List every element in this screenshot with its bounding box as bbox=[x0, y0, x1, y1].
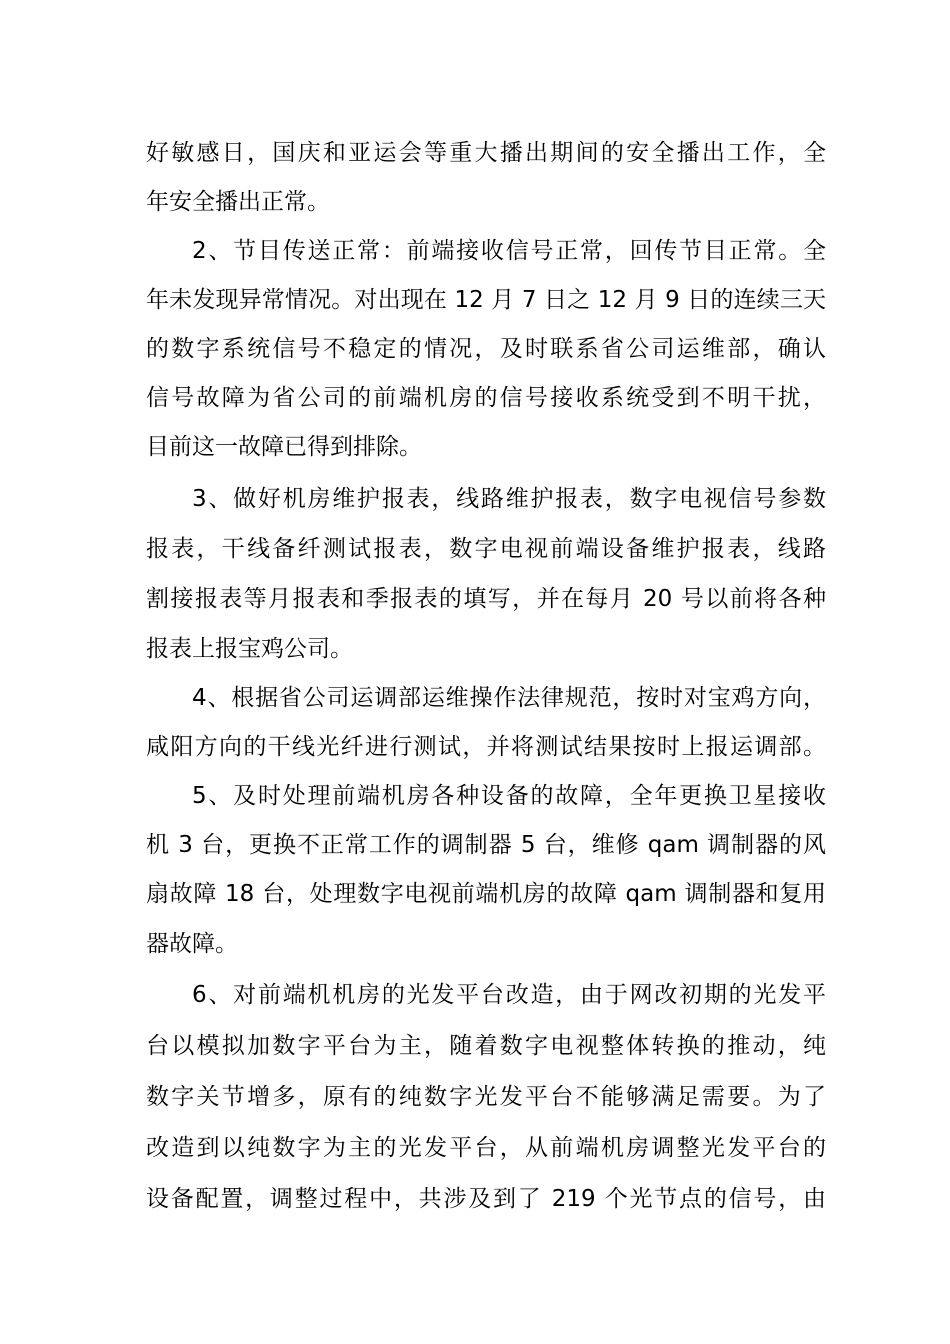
paragraph-4-first-line: 4、根据省公司运调部运维操作法律规范，按时对宝鸡方向， bbox=[192, 685, 826, 711]
text-line: 改造到以纯数字为主的光发平台，从前端机房调整光发平台的 bbox=[146, 1135, 826, 1161]
text-line: 信号故障为省公司的前端机房的信号接收系统受到不明干扰， bbox=[146, 385, 826, 411]
text-line: 报表，干线备纤测试报表，数字电视前端设备维护报表，线路 bbox=[146, 536, 826, 562]
text-line: 报表上报宝鸡公司。 bbox=[146, 636, 353, 662]
text-line: 器故障。 bbox=[146, 931, 238, 957]
text-line: 的数字系统信号不稳定的情况，及时联系省公司运维部，确认 bbox=[146, 336, 826, 362]
text-line: 机 3 台，更换不正常工作的调制器 5 台，维修 qam 调制器的风 bbox=[146, 832, 826, 858]
text-line: 目前这一故障已得到排除。 bbox=[146, 434, 422, 460]
paragraph-3-first-line: 3、做好机房维护报表，线路维护报表，数字电视信号参数 bbox=[192, 486, 826, 512]
text-line: 年未发现异常情况。对出现在 12 月 7 日之 12 月 9 日的连续三天 bbox=[146, 287, 826, 313]
text-line: 年安全播出正常。 bbox=[146, 189, 330, 215]
text-line: 咸阳方向的干线光纤进行测试，并将测试结果按时上报运调部。 bbox=[146, 734, 826, 760]
text-line: 割接报表等月报表和季报表的填写，并在每月 20 号以前将各种 bbox=[146, 586, 826, 612]
text-line: 数字关节增多，原有的纯数字光发平台不能够满足需要。为了 bbox=[146, 1084, 826, 1110]
text-line: 设备配置，调整过程中，共涉及到了 219 个光节点的信号，由 bbox=[146, 1186, 826, 1212]
paragraph-2-first-line: 2、节目传送正常：前端接收信号正常，回传节目正常。全 bbox=[192, 238, 826, 264]
text-line: 好敏感日，国庆和亚运会等重大播出期间的安全播出工作，全 bbox=[146, 140, 826, 166]
text-line: 扇故障 18 台，处理数字电视前端机房的故障 qam 调制器和复用 bbox=[146, 881, 826, 907]
text-line: 台以模拟加数字平台为主，随着数字电视整体转换的推动，纯 bbox=[146, 1033, 826, 1059]
paragraph-6-first-line: 6、对前端机机房的光发平台改造，由于网改初期的光发平 bbox=[192, 982, 826, 1008]
paragraph-5-first-line: 5、及时处理前端机房各种设备的故障，全年更换卫星接收 bbox=[192, 783, 826, 809]
